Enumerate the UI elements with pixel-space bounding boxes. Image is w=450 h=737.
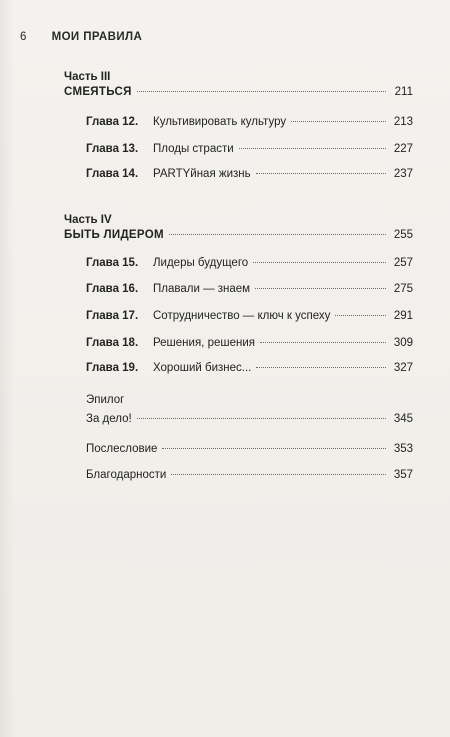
page-ref: 309 [393,337,413,349]
dot-leader [255,288,386,289]
dot-leader [169,234,386,235]
page-number: 6 [20,31,27,43]
dot-leader [171,474,386,475]
chapter-number: Глава 16. [86,283,139,295]
part-entry[interactable] [64,86,413,101]
epilogue-label: Эпилог [86,394,125,406]
page-ref: 357 [393,469,413,481]
dot-leader [335,315,386,316]
chapter-entry[interactable] [86,362,413,377]
part-label: Часть IV [64,214,112,226]
chapter-number: Глава 18. [86,337,139,349]
chapter-entry[interactable] [86,310,413,325]
page-ref: 227 [393,143,413,155]
part-label: Часть III [64,71,111,83]
chapter-number: Глава 14. [86,168,139,180]
dot-leader [253,262,386,263]
page-ref: 255 [393,229,413,241]
dot-leader [137,418,386,419]
chapter-entry[interactable] [86,283,413,298]
page-ref: 345 [393,413,413,425]
chapter-title: Плавали — знаем [153,283,251,295]
page-ref: 213 [393,116,413,128]
back-matter-entry[interactable] [86,413,413,428]
chapter-entry[interactable] [86,143,413,158]
dot-leader [256,367,386,368]
chapter-number: Глава 19. [86,362,139,374]
chapter-title: PARTYйная жизнь [153,168,251,180]
back-matter-entry[interactable] [86,443,413,458]
page-ref: 257 [393,257,413,269]
chapter-title: Лидеры будущего [153,257,249,269]
entry-title: За дело! [86,413,132,425]
chapter-entry[interactable] [86,337,413,352]
page-ref: 275 [393,283,413,295]
page-ref: 237 [393,168,413,180]
running-title: МОИ ПРАВИЛА [51,31,143,43]
dot-leader [162,448,386,449]
entry-title: Благодарности [86,469,167,481]
dot-leader [260,342,386,343]
entry-title: Послесловие [86,443,158,455]
chapter-title: Хороший бизнес... [153,362,252,374]
chapter-number: Глава 17. [86,310,139,322]
dot-leader [239,148,386,149]
chapter-number: Глава 13. [86,143,139,155]
chapter-entry[interactable] [86,168,413,183]
dot-leader [256,173,386,174]
chapter-number: Глава 12. [86,116,139,128]
page-ref: 353 [393,443,413,455]
chapter-title: Сотрудничество — ключ к успеху [153,310,331,322]
chapter-title: Решения, решения [153,337,255,349]
chapter-number: Глава 15. [86,257,139,269]
page-ref: 291 [393,310,413,322]
chapter-entry[interactable] [86,116,413,131]
part-entry[interactable] [64,229,413,244]
dot-leader [291,121,386,122]
back-matter-entry[interactable] [86,469,413,484]
dot-leader [137,91,386,92]
page-ref: 327 [393,362,413,374]
chapter-title: Плоды страсти [153,143,234,155]
page-ref: 211 [394,86,413,98]
part-title: СМЕЯТЬСЯ [64,86,132,98]
part-title: БЫТЬ ЛИДЕРОМ [64,229,164,241]
chapter-entry[interactable] [86,257,413,272]
chapter-title: Культивировать культуру [153,116,287,128]
running-head [20,31,142,45]
